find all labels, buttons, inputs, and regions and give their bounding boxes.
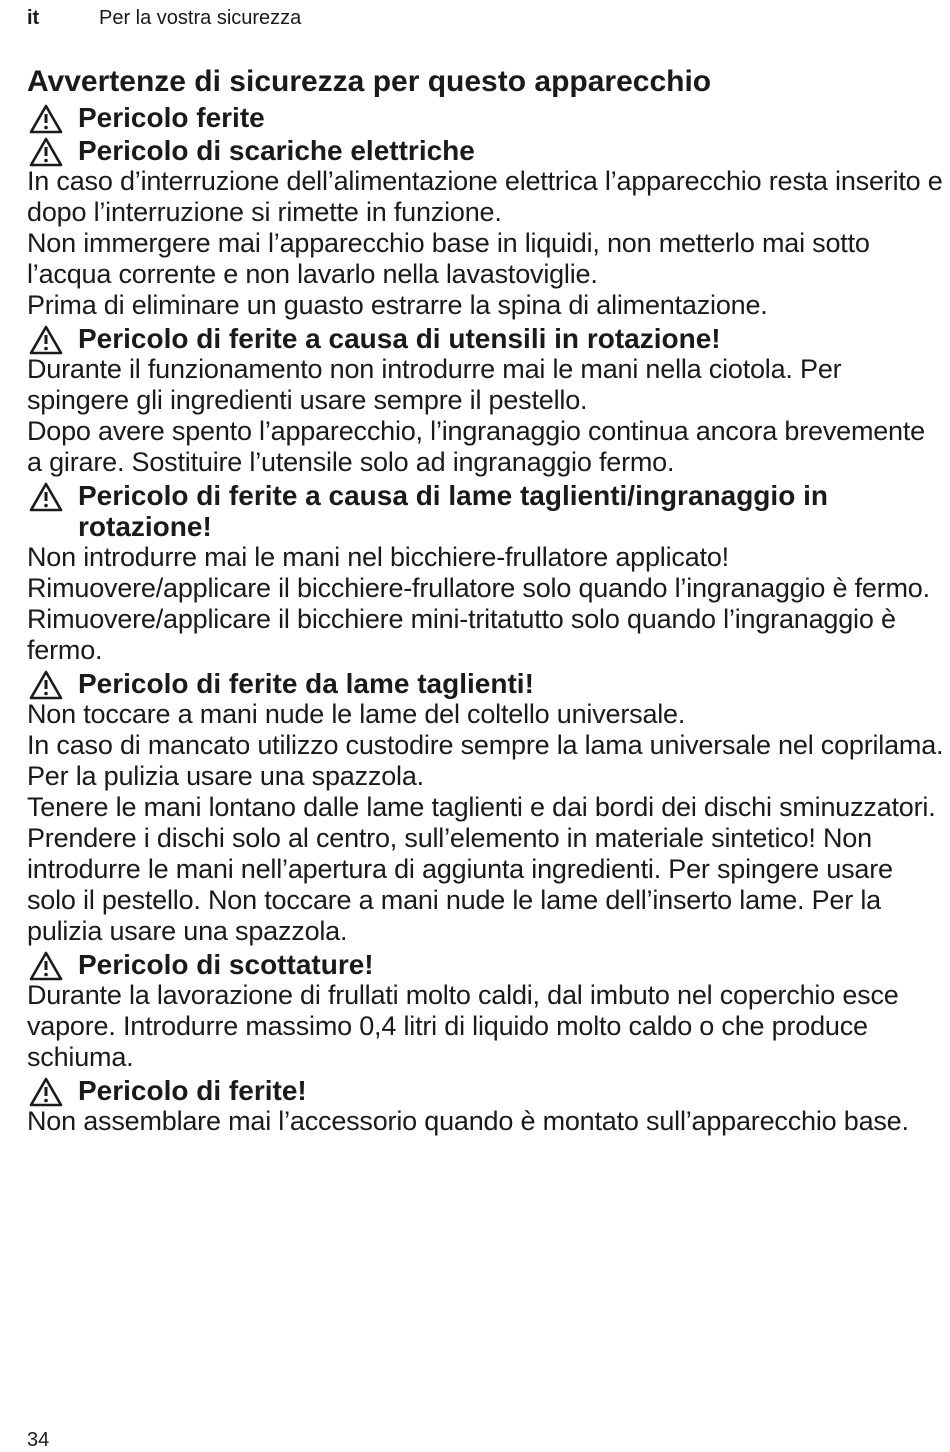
warning-heading xyxy=(27,668,947,699)
warning-paragraph: Tenere le mani lontano dalle lame taglienti e dai bordi dei dischi sminuzzatori. Prendere i dischi solo al centro, sull’elemento in materiale sintetico! Non introdurre le mani nell’apertura di aggiunta ingredienti. Per spingere usare solo il pestello. Non toccare a mani nude le lame dell’inserto lame. Per la pulizia usare una spazzola. xyxy=(27,792,936,946)
page-number: 34 xyxy=(27,1429,50,1451)
warning-triangle-icon xyxy=(29,325,63,355)
warning-title: Pericolo di ferite da lame taglienti! xyxy=(78,668,534,699)
warning-triangle-icon xyxy=(29,1077,63,1107)
warning-paragraph: Dopo avere spento l’apparecchio, l’ingranaggio continua ancora brevemente a girare. Sostituire l’utensile solo ad ingranaggio fermo. xyxy=(27,416,925,477)
warning-title: Pericolo di ferite! xyxy=(78,1075,307,1106)
warning-triangle-icon xyxy=(29,482,63,512)
warning-section xyxy=(27,1075,947,1137)
warning-triangle-icon xyxy=(29,104,63,134)
warning-paragraph: Durante il funzionamento non introdurre mai le mani nella ciotola. Per spingere gli ingredienti usare sempre il pestello. xyxy=(27,354,842,415)
warning-triangle-icon xyxy=(29,670,63,700)
page-header xyxy=(27,6,302,30)
safety-content xyxy=(27,64,947,1137)
warning-section xyxy=(27,668,947,947)
warning-title: Pericolo di ferite a causa di utensili in rotazione! xyxy=(78,323,721,354)
warning-section xyxy=(27,480,947,666)
warning-heading xyxy=(27,1075,947,1106)
warning-heading xyxy=(27,949,947,980)
warning-paragraph: Rimuovere/applicare il bicchiere-frullatore solo quando l’ingranaggio è fermo. Rimuovere/applicare il bicchiere mini-tritatutto solo quando l’ingranaggio è fermo. xyxy=(27,573,930,665)
warning-title: Pericolo di ferite a causa di lame taglienti/ingranaggio in rotazione! xyxy=(78,480,828,542)
warning-paragraph: In caso d’interruzione dell’alimentazione elettrica l’apparecchio resta inserito e dopo l’interruzione si rimette in funzione. xyxy=(27,166,943,227)
warning-heading xyxy=(27,480,947,542)
warning-paragraph: Prima di eliminare un guasto estrarre la spina di alimentazione. xyxy=(27,290,768,320)
warning-heading xyxy=(27,135,947,166)
warning-paragraph: Non assemblare mai l’accessorio quando è montato sull’apparecchio base. xyxy=(27,1106,909,1136)
warning-triangle-icon xyxy=(29,137,63,167)
warning-section xyxy=(27,102,947,133)
warning-triangle-icon xyxy=(29,951,63,981)
warning-title: Pericolo di scottature! xyxy=(78,949,374,980)
warning-paragraph: Durante la lavorazione di frullati molto caldi, dal imbuto nel coperchio esce vapore. Introdurre massimo 0,4 litri di liquido molto caldo o che produce schiuma. xyxy=(27,980,899,1072)
running-title: Per la vostra sicurezza xyxy=(99,7,302,29)
warning-section xyxy=(27,949,947,1073)
warning-section xyxy=(27,323,947,478)
warning-section xyxy=(27,135,947,321)
warning-paragraph: In caso di mancato utilizzo custodire sempre la lama universale nel coprilama. Per la pulizia usare una spazzola. xyxy=(27,730,944,791)
warning-paragraph: Non immergere mai l’apparecchio base in liquidi, non metterlo mai sotto l’acqua corrente e non lavarlo nella lavastoviglie. xyxy=(27,228,870,289)
warning-title: Pericolo di scariche elettriche xyxy=(78,135,475,166)
warning-heading xyxy=(27,102,947,133)
warning-paragraph: Non introdurre mai le mani nel bicchiere-frullatore applicato! xyxy=(27,542,729,572)
warning-heading xyxy=(27,323,947,354)
warning-title: Pericolo ferite xyxy=(78,102,265,133)
warning-sections xyxy=(27,102,947,1137)
warning-paragraph: Non toccare a mani nude le lame del coltello universale. xyxy=(27,699,686,729)
language-code: it xyxy=(27,7,40,29)
page-title: Avvertenze di sicurezza per questo apparecchio xyxy=(27,65,712,98)
